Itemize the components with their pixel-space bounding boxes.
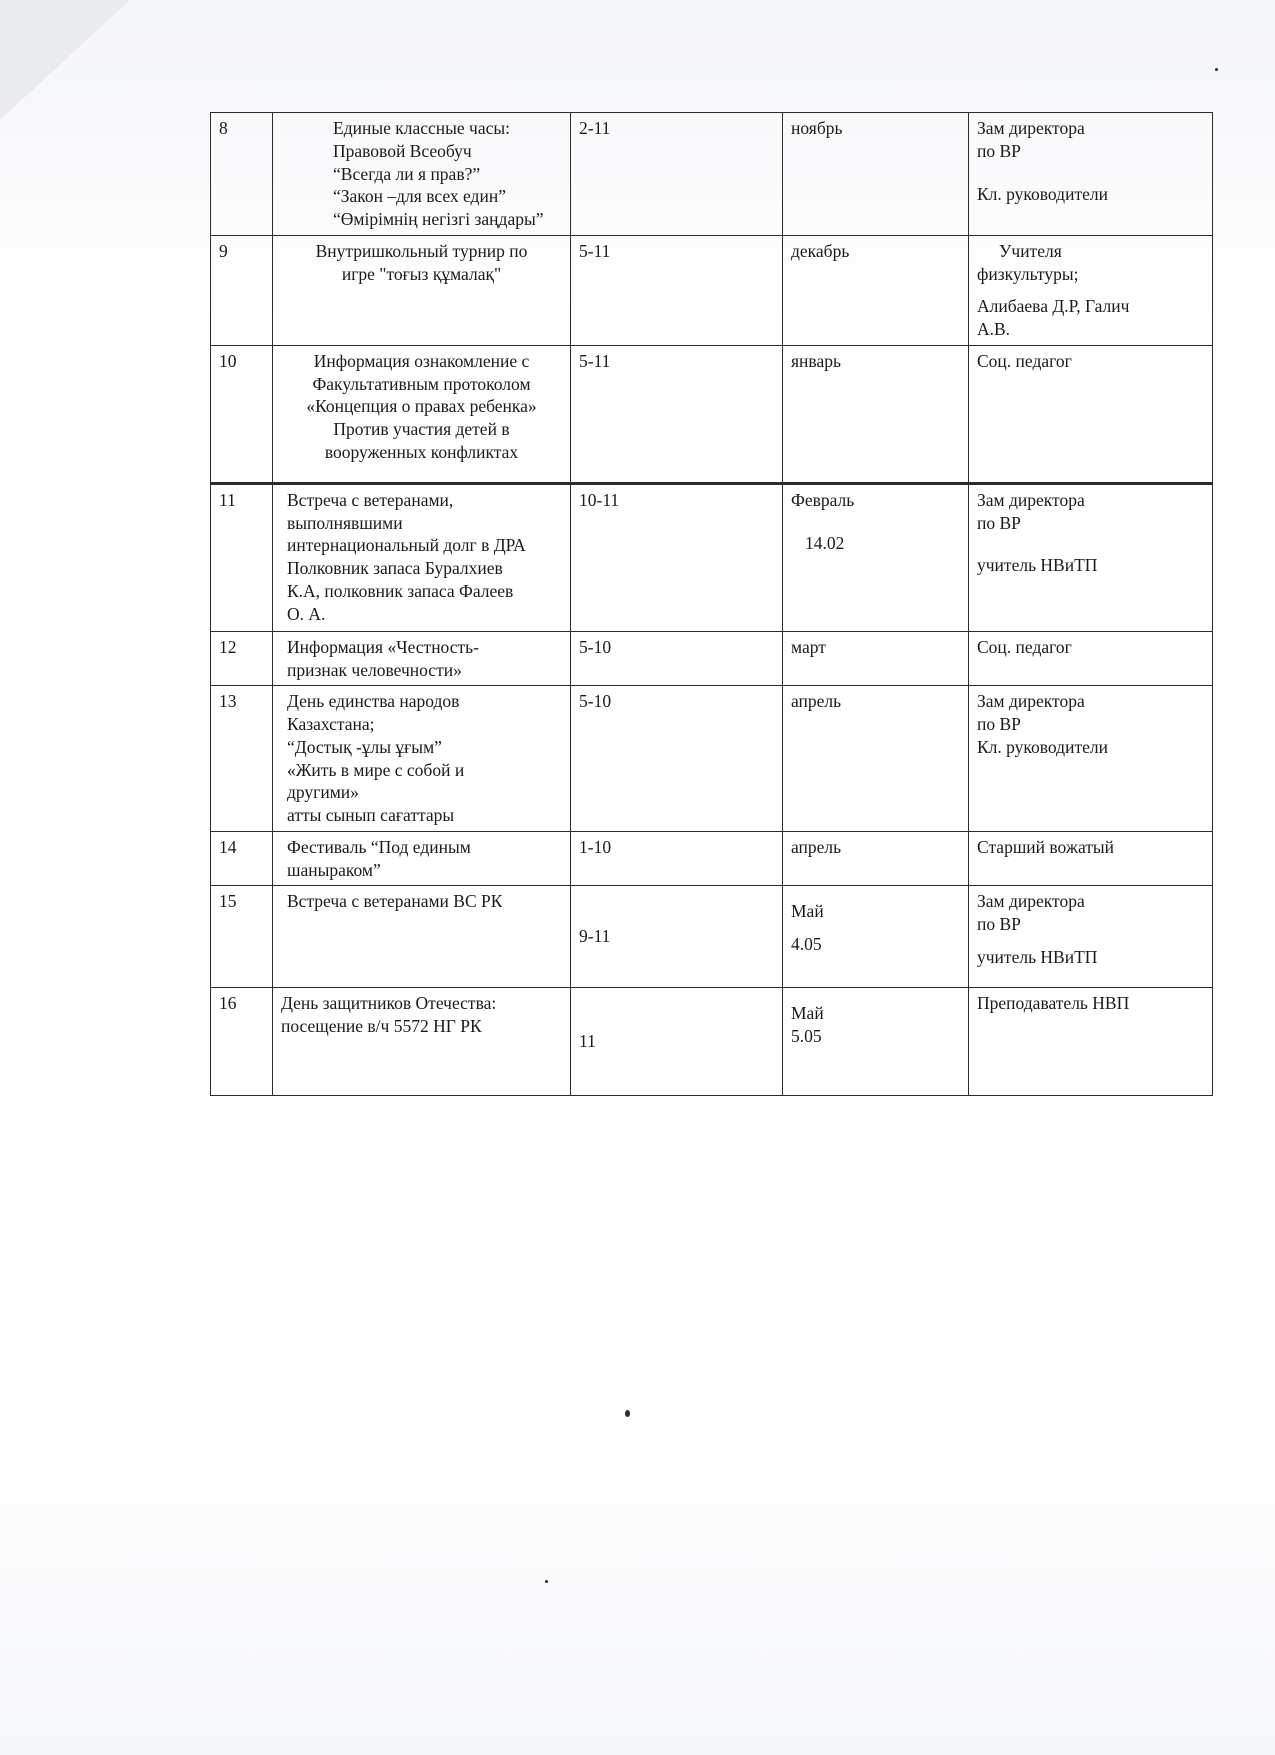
responsible-cell: Учителя физкультуры; Алибаева Д.Р, Галич А.В. xyxy=(969,235,1213,345)
responsible-cell: Зам директора по ВР Кл. руководители xyxy=(969,686,1213,832)
event-cell: Фестиваль “Под единым шаныраком” xyxy=(273,831,571,886)
event-cell: День единства народов Казахстана; “Достық -ұлы ұғым” «Жить в мире с собой и другими» атты сынып сағаттары xyxy=(273,686,571,832)
date-cell: Май 4.05 xyxy=(783,886,969,988)
scan-speck xyxy=(1215,68,1218,71)
table-row xyxy=(211,345,1213,483)
date-cell: апрель xyxy=(783,831,969,886)
row-number: 11 xyxy=(211,483,273,631)
responsible-cell: Старший вожатый xyxy=(969,831,1213,886)
row-number: 16 xyxy=(211,988,273,1096)
scan-speck xyxy=(625,1410,630,1417)
event-cell: День защитников Отечества: посещение в/ч 5572 НГ РК xyxy=(273,988,571,1096)
event-cell: Встреча с ветеранами ВС РК xyxy=(273,886,571,988)
event-cell: Внутришкольный турнир по игре "тоғыз құмалақ" xyxy=(273,235,571,345)
grade-cell: 10-11 xyxy=(571,483,783,631)
table-row xyxy=(211,235,1213,345)
date-cell: Февраль 14.02 xyxy=(783,483,969,631)
responsible-cell: Соц. педагог xyxy=(969,345,1213,483)
grade-cell: 11 xyxy=(571,988,783,1096)
event-plan-sheet xyxy=(210,112,1212,1096)
grade-cell: 5-11 xyxy=(571,345,783,483)
date-cell: март xyxy=(783,631,969,686)
grade-cell: 5-11 xyxy=(571,235,783,345)
responsible-cell: Соц. педагог xyxy=(969,631,1213,686)
table-row xyxy=(211,831,1213,886)
row-number: 13 xyxy=(211,686,273,832)
row-number: 12 xyxy=(211,631,273,686)
grade-cell: 5-10 xyxy=(571,631,783,686)
grade-cell: 1-10 xyxy=(571,831,783,886)
event-cell: Встреча с ветеранами, выполнявшими интернациональный долг в ДРА Полковник запаса Буралхиев К.А, полковник запаса Фалеев О. А. xyxy=(273,483,571,631)
date-cell: январь xyxy=(783,345,969,483)
responsible-cell: Зам директора по ВР учитель НВиТП xyxy=(969,886,1213,988)
responsible-cell: Зам директора по ВР учитель НВиТП xyxy=(969,483,1213,631)
date-cell: ноябрь xyxy=(783,113,969,236)
event-cell: Единые классные часы: Правовой Всеобуч “Всегда ли я прав?” “Закон –для всех един” “Өмірімнің негізгі заңдары” xyxy=(273,113,571,236)
table-row xyxy=(211,886,1213,988)
table-row xyxy=(211,631,1213,686)
row-number: 14 xyxy=(211,831,273,886)
row-number: 8 xyxy=(211,113,273,236)
grade-cell: 9-11 xyxy=(571,886,783,988)
date-cell: декабрь xyxy=(783,235,969,345)
scan-speck xyxy=(545,1580,548,1583)
row-number: 15 xyxy=(211,886,273,988)
event-cell: Информация ознакомление с Факультативным протоколом «Концепция о правах ребенка» Против участия детей в вооруженных конфликтах xyxy=(273,345,571,483)
table-row xyxy=(211,113,1213,236)
grade-cell: 2-11 xyxy=(571,113,783,236)
table-row xyxy=(211,483,1213,631)
date-cell: апрель xyxy=(783,686,969,832)
row-number: 10 xyxy=(211,345,273,483)
folded-corner xyxy=(0,0,130,120)
table-row xyxy=(211,988,1213,1096)
date-cell: Май 5.05 xyxy=(783,988,969,1096)
event-plan-table xyxy=(210,112,1213,1096)
event-cell: Информация «Честность- признак человечности» xyxy=(273,631,571,686)
responsible-cell: Преподаватель НВП xyxy=(969,988,1213,1096)
table-row xyxy=(211,686,1213,832)
grade-cell: 5-10 xyxy=(571,686,783,832)
row-number: 9 xyxy=(211,235,273,345)
responsible-cell: Зам директора по ВР Кл. руководители xyxy=(969,113,1213,236)
